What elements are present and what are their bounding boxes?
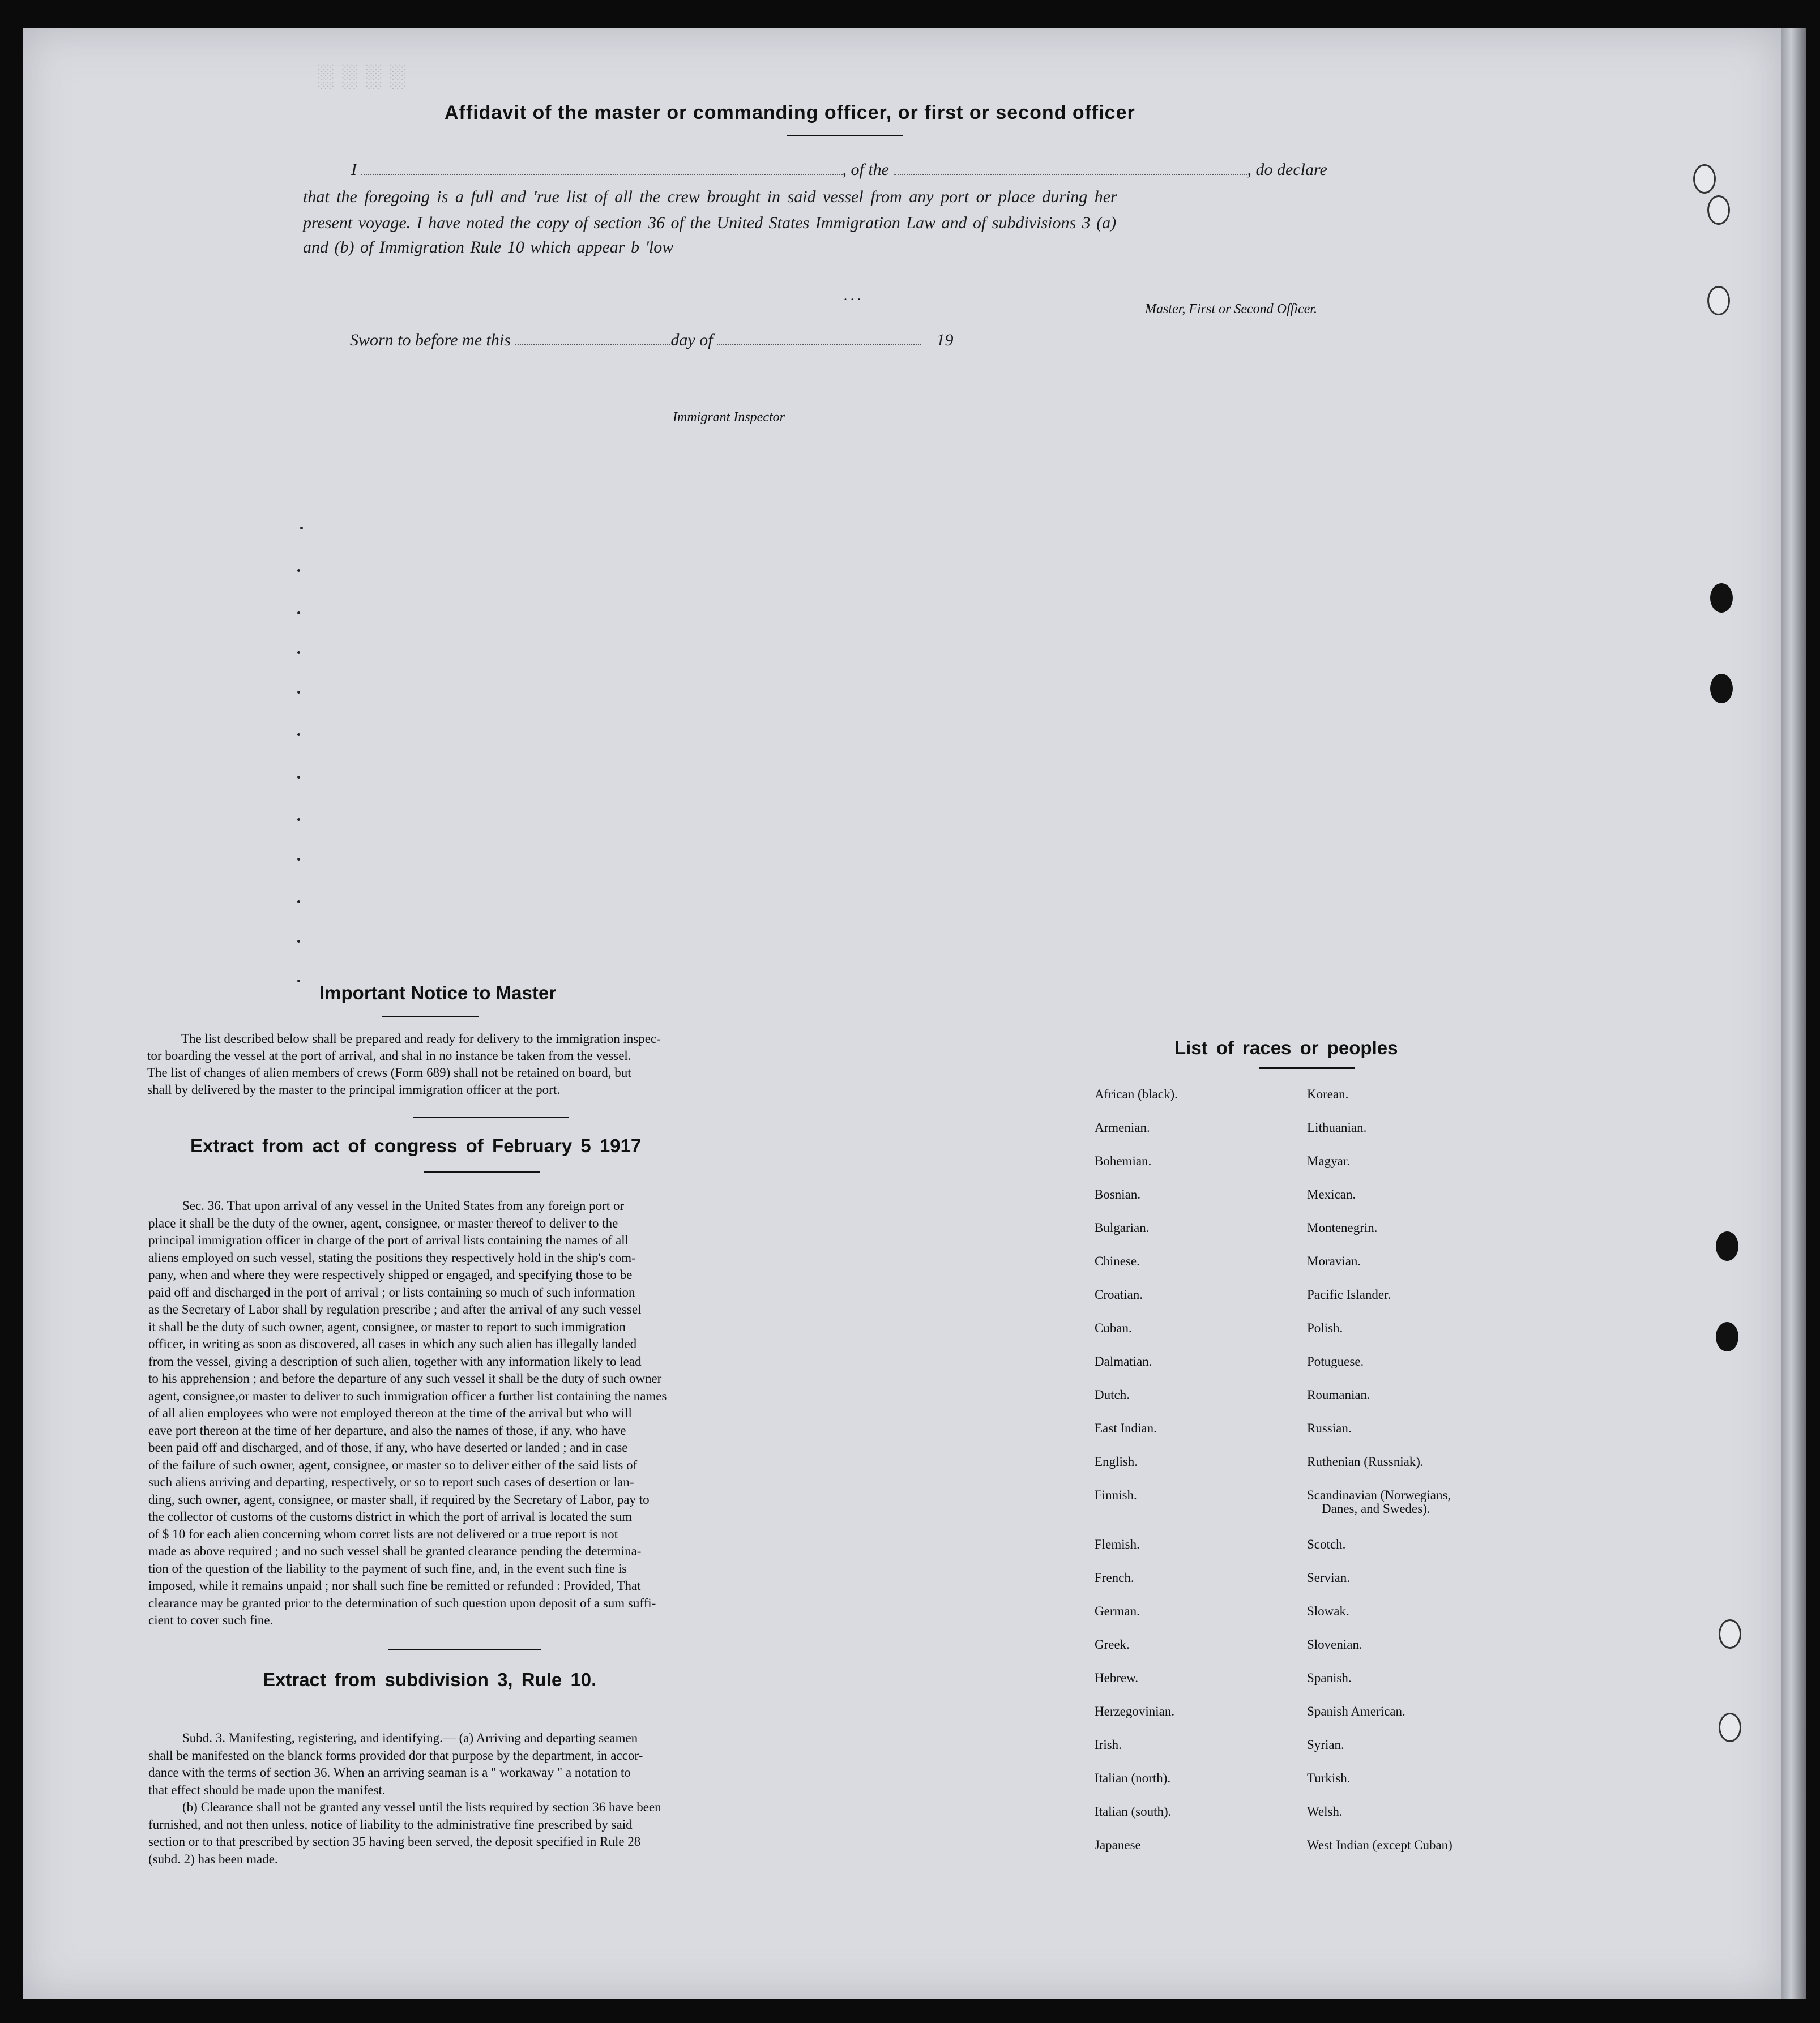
punch-hole bbox=[1707, 195, 1730, 225]
race-item: West Indian (except Cuban) bbox=[1307, 1838, 1452, 1852]
race-item: Welsh. bbox=[1307, 1804, 1343, 1819]
race-item: Montenegrin. bbox=[1307, 1221, 1378, 1235]
punch-hole bbox=[1710, 583, 1733, 613]
faint-mark bbox=[297, 818, 300, 821]
race-item: French. bbox=[1095, 1571, 1134, 1585]
race-item: Dalmatian. bbox=[1095, 1354, 1152, 1368]
act-line: pany, when and where they were respectively shipped or engaged, and specifying those to be bbox=[148, 1268, 633, 1282]
act-line: principal immigration officer in charge of the port of arrival lists containing the names of all bbox=[148, 1233, 629, 1247]
punch-hole bbox=[1707, 286, 1730, 315]
race-item: Moravian. bbox=[1307, 1254, 1361, 1268]
race-item: Slovenian. bbox=[1307, 1637, 1362, 1652]
race-item: German. bbox=[1095, 1604, 1140, 1618]
race-item: Italian (south). bbox=[1095, 1804, 1172, 1819]
faint-mark bbox=[297, 691, 300, 694]
race-item: Servian. bbox=[1307, 1571, 1351, 1585]
rule-line: (b) Clearance shall not be granted any vessel until the lists required by section 36 have been bbox=[182, 1800, 661, 1814]
race-item: Irish. bbox=[1095, 1738, 1122, 1752]
race-item: Korean. bbox=[1307, 1087, 1349, 1101]
race-item: Slowak. bbox=[1307, 1604, 1349, 1618]
punch-hole bbox=[1693, 164, 1716, 194]
rule-line: Subd. 3. Manifesting, registering, and identifying.— (a) Arriving and departing seamen bbox=[182, 1731, 638, 1745]
affidavit-i: I bbox=[351, 160, 357, 179]
notice-line: The list described below shall be prepared and ready for delivery to the immigration inspec- bbox=[181, 1032, 661, 1046]
affidavit-of-the: , of the bbox=[842, 160, 889, 179]
faint-mark bbox=[297, 733, 300, 736]
act-line: of the failure of such owner, agent, consignee, or master so to deliver either of the said lists of bbox=[148, 1457, 638, 1472]
faint-mark bbox=[297, 651, 300, 654]
race-item: Italian (north). bbox=[1095, 1771, 1171, 1785]
race-item: Roumanian. bbox=[1307, 1388, 1370, 1402]
race-item: Syrian. bbox=[1307, 1738, 1344, 1752]
race-item: Bohemian. bbox=[1095, 1154, 1152, 1168]
act-line: tion of the question of the liability to the payment of such fine, and, in the event such fine is bbox=[148, 1561, 627, 1576]
sworn-prefix: Sworn to before me this bbox=[350, 331, 511, 349]
notice-line: The list of changes of alien members of crews (Form 689) shall not be retained on board, but bbox=[147, 1066, 631, 1080]
act-line: clearance may be granted prior to the determination of such question upon deposit of a sum suffi- bbox=[148, 1596, 656, 1610]
race-item: Greek. bbox=[1095, 1637, 1130, 1652]
affidavit-title-rule bbox=[787, 135, 903, 136]
rule-line: furnished, and not then unless, notice of liability to the administrative fine prescribed by said bbox=[148, 1817, 633, 1832]
act-line: aliens employed on such vessel, stating the positions they respectively hold in the ship's com- bbox=[148, 1250, 636, 1265]
act-line: been paid off and discharged, and of those, if any, who have deserted or landed ; and in case bbox=[148, 1440, 628, 1455]
race-item: Flemish. bbox=[1095, 1537, 1140, 1551]
race-item: Pacific Islander. bbox=[1307, 1288, 1391, 1302]
race-item: Bosnian. bbox=[1095, 1187, 1141, 1201]
act-line: of $ 10 for each alien concerning whom corret lists are not delivered or a true report is not bbox=[148, 1526, 618, 1541]
notice-line: tor boarding the vessel at the port of arrival, and shal in no instance be taken from the vessel. bbox=[147, 1049, 631, 1063]
sworn-year: 19 bbox=[936, 331, 954, 349]
affidavit-title: Affidavit of the master or commanding officer, or first or second officer bbox=[445, 102, 1135, 123]
faint-mark bbox=[297, 940, 300, 943]
race-item: Finnish. bbox=[1095, 1488, 1137, 1502]
act-line: such aliens arriving and departing, respectively, or so to report such cases of desertion or lan- bbox=[148, 1475, 634, 1489]
divider bbox=[388, 1649, 541, 1650]
race-item: Croatian. bbox=[1095, 1288, 1143, 1302]
signature-line[interactable] bbox=[1048, 284, 1382, 298]
affidavit-line-1 bbox=[351, 160, 1327, 179]
race-item: Potuguese. bbox=[1307, 1354, 1364, 1368]
extract-act-body bbox=[148, 1197, 788, 1629]
race-item: Chinese. bbox=[1095, 1254, 1140, 1268]
inspector-signature-line[interactable] bbox=[629, 385, 730, 399]
race-item: Turkish. bbox=[1307, 1771, 1351, 1785]
race-item: English. bbox=[1095, 1455, 1138, 1469]
race-item: East Indian. bbox=[1095, 1421, 1157, 1435]
act-line: to his apprehension ; and before the departure of any such vessel it shall be the duty of such owner bbox=[148, 1371, 662, 1385]
race-item: Polish. bbox=[1307, 1321, 1343, 1335]
signature-dots: . . . bbox=[844, 289, 861, 303]
name-blank[interactable] bbox=[361, 160, 843, 175]
act-line: Sec. 36. That upon arrival of any vessel in the United States from any foreign port or bbox=[182, 1199, 625, 1213]
act-line: eave port thereon at the time of her departure, and also the names of those, if any, who have bbox=[148, 1423, 626, 1438]
race-item: Armenian. bbox=[1095, 1120, 1150, 1135]
race-item: Dutch. bbox=[1095, 1388, 1130, 1402]
notice-line: shall by delivered by the master to the principal immigration officer at the port. bbox=[147, 1083, 560, 1097]
faint-mark bbox=[300, 527, 303, 529]
divider bbox=[413, 1117, 569, 1118]
act-line: from the vessel, giving a description of such alien, together with any information likely to lead bbox=[148, 1354, 642, 1368]
bleed-through-text: ░░░░ bbox=[317, 63, 413, 88]
race-item: African (black). bbox=[1095, 1087, 1178, 1101]
faint-mark bbox=[297, 611, 300, 614]
faint-mark bbox=[297, 776, 300, 779]
race-item: Scotch. bbox=[1307, 1537, 1346, 1551]
sworn-month-blank[interactable] bbox=[717, 331, 921, 345]
race-item: Lithuanian. bbox=[1307, 1120, 1367, 1135]
affidavit-declare: , do declare bbox=[1247, 160, 1327, 179]
race-item: Cuban. bbox=[1095, 1321, 1132, 1335]
affidavit-line-2: that the foregoing is a full and 'rue list of all the crew brought in said vessel from any port or place during her bbox=[303, 187, 1117, 206]
sworn-line bbox=[350, 331, 954, 350]
extract-rule-title: Extract from subdivision 3, Rule 10. bbox=[263, 1669, 597, 1690]
punch-hole bbox=[1719, 1713, 1741, 1742]
faint-mark bbox=[297, 858, 300, 861]
race-item: Magyar. bbox=[1307, 1154, 1351, 1168]
faint-mark bbox=[297, 900, 300, 903]
races-title: List of races or peoples bbox=[1174, 1037, 1398, 1058]
act-line: as the Secretary of Labor shall by regulation prescribe ; and after the arrival of any such vessel bbox=[148, 1302, 642, 1316]
faint-mark bbox=[297, 569, 300, 572]
act-line: cient to cover such fine. bbox=[148, 1613, 274, 1627]
punch-hole bbox=[1710, 674, 1733, 703]
sworn-day-of: day of bbox=[670, 331, 713, 349]
act-line: imposed, while it remains unpaid ; nor shall such fine be remitted or refunded : Provided, That bbox=[148, 1579, 641, 1593]
rule-line: dance with the terms of section 36. When an arriving seaman is a " workaway " a notation to bbox=[148, 1765, 631, 1780]
rule-line: (subd. 2) has been made. bbox=[148, 1851, 278, 1866]
vessel-blank[interactable] bbox=[894, 160, 1247, 175]
rule-line: shall be manifested on the blanck forms provided dor that purpose by the department, in accor- bbox=[148, 1748, 643, 1763]
notice-title: Important Notice to Master bbox=[319, 982, 557, 1003]
punch-hole bbox=[1716, 1322, 1738, 1351]
race-item: Herzegovinian. bbox=[1095, 1704, 1175, 1718]
race-continuation: Danes, and Swedes). bbox=[1322, 1502, 1430, 1516]
races-title-rule bbox=[1259, 1067, 1355, 1069]
extract-rule-body bbox=[148, 1730, 788, 1868]
race-item: Hebrew. bbox=[1095, 1671, 1139, 1685]
extract-act-title-rule bbox=[424, 1171, 540, 1173]
page-edge bbox=[1781, 28, 1806, 1999]
affidavit-line-4: and (b) of Immigration Rule 10 which appear b 'low bbox=[303, 238, 674, 256]
extract-act-title: Extract from act of congress of February 5 1917 bbox=[190, 1135, 642, 1156]
race-item: Russian. bbox=[1307, 1421, 1352, 1435]
notice-title-rule bbox=[382, 1016, 479, 1017]
act-line: of all alien employees who were not employed thereon at the time of the arrival but who will bbox=[148, 1406, 632, 1420]
race-item: Ruthenian (Russniak). bbox=[1307, 1455, 1424, 1469]
signature-label: Master, First or Second Officer. bbox=[1145, 302, 1317, 317]
act-line: it shall be the duty of such owner, agent, consignee, or master to report to such immigration bbox=[148, 1319, 626, 1334]
act-line: made as above required ; and no such vessel shall be granted clearance pending the determina- bbox=[148, 1544, 642, 1558]
faint-mark bbox=[297, 980, 300, 982]
punch-hole bbox=[1716, 1231, 1738, 1261]
act-line: officer, in writing as soon as discovered, all cases in which any such alien has illegally landed bbox=[148, 1337, 637, 1351]
inspector-label: Immigrant Inspector bbox=[673, 410, 785, 425]
race-item: Mexican. bbox=[1307, 1187, 1356, 1201]
act-line: place it shall be the duty of the owner, agent, consignee, or master thereof to deliver to the bbox=[148, 1216, 618, 1230]
document-page bbox=[23, 28, 1781, 1999]
act-line: paid off and discharged in the port of arrival ; or lists containing so much of such information bbox=[148, 1285, 635, 1299]
rule-line: section or to that prescribed by section 35 having been served, the deposit specified in Rule 28 bbox=[148, 1834, 641, 1849]
race-item: Spanish. bbox=[1307, 1671, 1352, 1685]
act-line: ding, such owner, agent, consignee, or master shall, if required by the Secretary of Labor, pay to bbox=[148, 1492, 650, 1507]
act-line: agent, consignee,or master to deliver to such immigration officer a further list containing the names bbox=[148, 1388, 667, 1403]
notice-body bbox=[147, 1030, 790, 1098]
punch-hole bbox=[1719, 1619, 1741, 1649]
sworn-day-blank[interactable] bbox=[515, 331, 670, 345]
rule-line: that effect should be made upon the manifest. bbox=[148, 1782, 386, 1797]
act-line: the collector of customs of the customs district in which the port of arrival is located the sum bbox=[148, 1509, 632, 1524]
race-item: Scandinavian (Norwegians, bbox=[1307, 1488, 1451, 1502]
race-item: Spanish American. bbox=[1307, 1704, 1405, 1718]
race-item: Japanese bbox=[1095, 1838, 1141, 1852]
affidavit-line-3: present voyage. I have noted the copy of section 36 of the United States Immigration Law and of subdivisions 3 (a) bbox=[303, 213, 1117, 232]
race-item: Bulgarian. bbox=[1095, 1221, 1150, 1235]
